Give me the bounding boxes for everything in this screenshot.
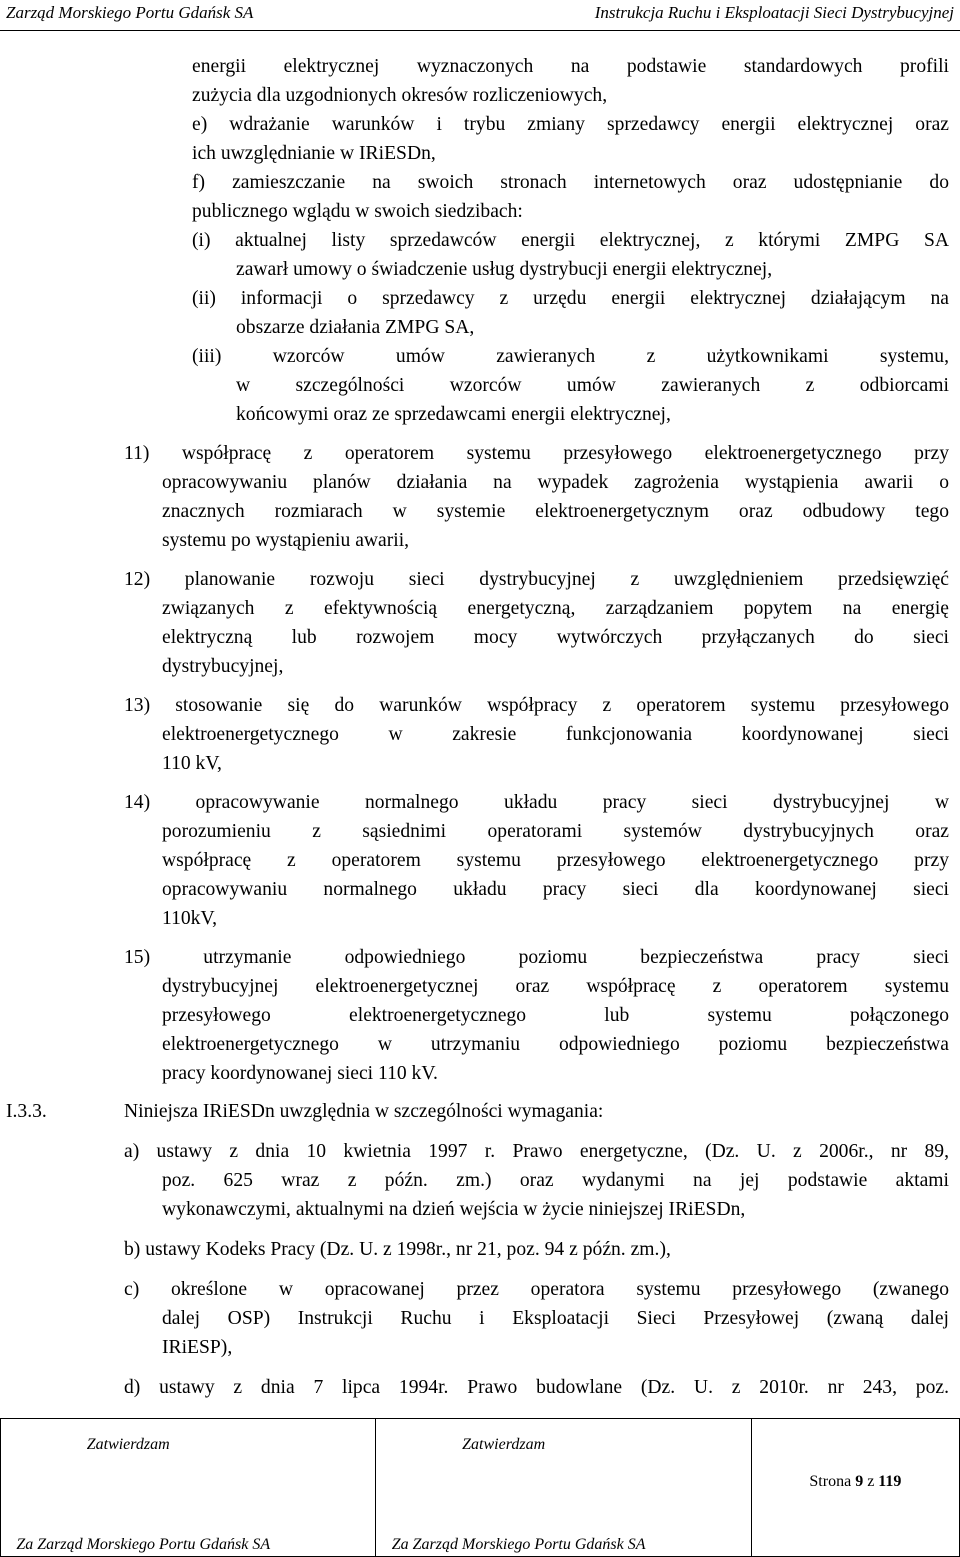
list-item-11: 11) współpracę z operatorem systemu przesyłowego elektroenergetycznego przy [124, 443, 949, 464]
section-number: I.3.3. [6, 1101, 47, 1122]
text-line: opracowywaniu normalnego układu pracy sieci dla koordynowanej sieci [162, 879, 949, 900]
text-line: zawarł umowy o świadczenie usług dystrybucji energii elektrycznej, [236, 259, 773, 280]
text-line: znacznych rozmiarach w systemie elektroenergetycznym oraz odbudowy tego [162, 501, 949, 522]
page-footer [0, 1418, 960, 1557]
list-item-12: 12) planowanie rozwoju sieci dystrybucyjnej z uwzględnieniem przedsięwzięć [124, 569, 949, 590]
footer-approval-cell-2 [376, 1419, 751, 1557]
current-page: 9 [855, 1473, 864, 1490]
text-line: wykonawczymi, aktualnymi na dzień wejścia w życie niniejszej IRiESDn, [162, 1199, 746, 1220]
section-text: Niniejsza IRiESDn uwzględnia w szczególności wymagania: [124, 1101, 604, 1122]
page-indicator: Strona 9 z 119 [809, 1473, 902, 1490]
text-line: przesyłowego elektroenergetycznego lub systemu połączonego [162, 1005, 949, 1026]
text-line: energii elektrycznej wyznaczonych na podstawie standardowych profili [192, 56, 949, 77]
text-line: obszarze działania ZMPG SA, [236, 317, 475, 338]
text-line: elektroenergetycznego w utrzymaniu odpowiedniego poziomu bezpieczeństwa [162, 1034, 949, 1055]
signature-line: Za Zarząd Morskiego Portu Gdańsk SA [391, 1536, 646, 1553]
text-line: ich uwzględnianie w IRiESDn, [192, 143, 436, 164]
text-line: IRiESP), [162, 1337, 233, 1358]
text-line: poz. 625 wraz z późn. zm.) oraz wydanymi na jej podstawie aktami [162, 1170, 949, 1191]
text-line: 110 kV, [162, 753, 222, 774]
sub-item-iii: (iii) wzorców umów zawieranych z użytkownikami systemu, [192, 346, 949, 367]
text-line: w szczególności wzorców umów zawieranych z odbiorcami [236, 375, 949, 396]
list-item-e: e) wdrażanie warunków i trybu zmiany sprzedawcy energii elektrycznej oraz [192, 114, 949, 135]
header-document-title: Instrukcja Ruchu i Eksploatacji Sieci Dystrybucyjnej [594, 3, 954, 22]
text-line: 110kV, [162, 908, 217, 929]
text-line: związanych z efektywnością energetyczną, zarządzaniem popytem na energię [162, 598, 949, 619]
text-line: elektroenergetycznego w zakresie funkcjonowania koordynowanej sieci [162, 724, 949, 745]
approval-label: Zatwierdzam [462, 1436, 546, 1453]
text-line: dalej OSP) Instrukcji Ruchu i Eksploatacji Sieci Przesyłowej (zwaną dalej [162, 1308, 949, 1329]
text-line: zużycia dla uzgodnionych okresów rozliczeniowych, [192, 85, 608, 106]
sub-item-ii: (ii) informacji o sprzedawcy z urzędu energii elektrycznej działającym na [192, 288, 949, 309]
header-company: Zarząd Morskiego Portu Gdańsk SA [6, 3, 254, 22]
list-item-13: 13) stosowanie się do warunków współpracy z operatorem systemu przesyłowego [124, 695, 949, 716]
footer-page-cell [751, 1419, 959, 1557]
list-item-c: c) określone w opracowanej przez operatora systemu przesyłowego (zwanego [124, 1279, 949, 1300]
text-line: systemu po wystąpieniu awarii, [162, 530, 410, 551]
list-item-f: f) zamieszczanie na swoich stronach internetowych oraz udostępnianie do [192, 172, 949, 193]
list-item-a: a) ustawy z dnia 10 kwietnia 1997 r. Prawo energetyczne, (Dz. U. z 2006r., nr 89, [124, 1141, 949, 1162]
text-line: elektryczną lub rozwojem mocy wytwórczych przyłączanych do sieci [162, 627, 949, 648]
list-item-15: 15) utrzymanie odpowiedniego poziomu bezpieczeństwa pracy sieci [124, 947, 949, 968]
sub-item-i: (i) aktualnej listy sprzedawców energii elektrycznej, z którymi ZMPG SA [192, 230, 949, 251]
text-line: dystrybucyjnej elektroenergetycznej oraz współpracę z operatorem systemu [162, 976, 949, 997]
total-pages: 119 [878, 1473, 902, 1490]
text-line: współpracę z operatorem systemu przesyłowego elektroenergetycznego przy [162, 850, 949, 871]
text-line: publicznego wglądu w swoich siedzibach: [192, 201, 523, 222]
list-item-14: 14) opracowywanie normalnego układu pracy sieci dystrybucyjnej w [124, 792, 949, 813]
text-line: pracy koordynowanej sieci 110 kV. [162, 1063, 438, 1084]
text-line: opracowywaniu planów działania na wypadek zagrożenia wystąpienia awarii o [162, 472, 949, 493]
signature-line: Za Zarząd Morskiego Portu Gdańsk SA [16, 1536, 271, 1553]
text-line: dystrybucyjnej, [162, 656, 284, 677]
text-line: porozumieniu z sąsiednimi operatorami systemów dystrybucyjnych oraz [162, 821, 949, 842]
text-line: końcowymi oraz ze sprzedawcami energii elektrycznej, [236, 404, 671, 425]
list-item-d: d) ustawy z dnia 7 lipca 1994r. Prawo budowlane (Dz. U. z 2010r. nr 243, poz. [124, 1377, 949, 1398]
approval-label: Zatwierdzam [86, 1436, 170, 1453]
list-item-b: b) ustawy Kodeks Pracy (Dz. U. z 1998r., nr 21, poz. 94 z późn. zm.), [124, 1239, 671, 1260]
page-header [0, 0, 960, 31]
